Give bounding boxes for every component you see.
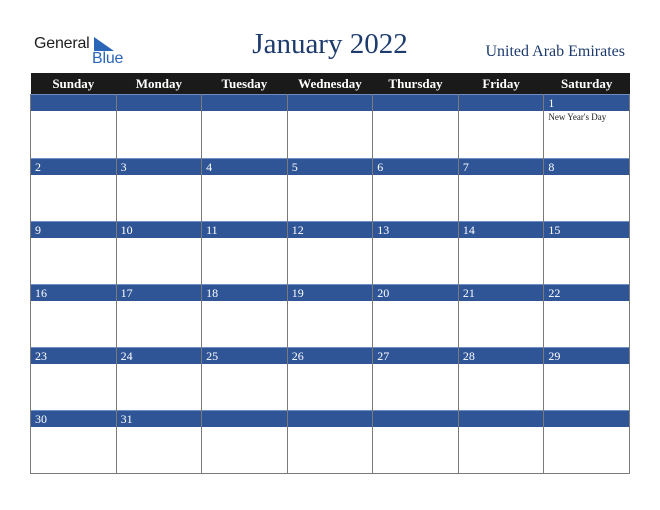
calendar-grid (30, 73, 630, 474)
day-cell-body (117, 427, 202, 473)
day-cell (373, 94, 459, 158)
week-row (31, 347, 630, 410)
day-number: 19 (288, 284, 373, 301)
day-cell (202, 284, 288, 347)
day-cell (116, 94, 202, 158)
day-number: 27 (373, 347, 458, 364)
day-cell-body (459, 175, 544, 221)
day-cell (373, 221, 459, 284)
day-number: 12 (288, 221, 373, 238)
week-row (31, 284, 630, 347)
day-cell-body (373, 238, 458, 284)
day-number: 30 (31, 410, 116, 427)
day-cell-body (117, 111, 202, 158)
day-cell-body (202, 175, 287, 221)
day-cell-body (288, 175, 373, 221)
day-cell-body (373, 175, 458, 221)
day-number: 23 (31, 347, 116, 364)
day-number (117, 94, 202, 111)
day-cell-body (31, 238, 116, 284)
day-cell (544, 410, 630, 474)
day-number (373, 410, 458, 427)
day-cell-body (117, 175, 202, 221)
day-cell (116, 221, 202, 284)
day-cell (116, 158, 202, 221)
day-cell-body (459, 111, 544, 158)
weekday-header: Monday (116, 73, 202, 94)
day-cell (373, 284, 459, 347)
day-number: 24 (117, 347, 202, 364)
day-cell (31, 94, 117, 158)
day-cell (202, 94, 288, 158)
day-cell-body (544, 364, 629, 410)
weekday-header: Sunday (31, 73, 117, 94)
day-number: 10 (117, 221, 202, 238)
day-number (202, 410, 287, 427)
day-cell-body (202, 301, 287, 347)
day-number: 4 (202, 158, 287, 175)
day-cell (31, 158, 117, 221)
day-cell (458, 284, 544, 347)
day-number: 1 (544, 94, 629, 111)
day-cell (287, 410, 373, 474)
day-number: 25 (202, 347, 287, 364)
week-row (31, 94, 630, 158)
day-number: 29 (544, 347, 629, 364)
calendar-title: January 2022 (252, 28, 408, 60)
day-cell (202, 158, 288, 221)
day-cell (287, 347, 373, 410)
day-cell-body (459, 364, 544, 410)
day-number: 7 (459, 158, 544, 175)
day-cell-body (373, 364, 458, 410)
day-number (202, 94, 287, 111)
day-number (459, 410, 544, 427)
day-number: 18 (202, 284, 287, 301)
day-cell-body (288, 364, 373, 410)
day-cell-body (117, 364, 202, 410)
weekday-header: Tuesday (202, 73, 288, 94)
day-number: 2 (31, 158, 116, 175)
day-cell (287, 94, 373, 158)
day-cell (202, 221, 288, 284)
day-cell-body (544, 238, 629, 284)
day-number: 26 (288, 347, 373, 364)
day-number (31, 94, 116, 111)
day-cell-body (202, 364, 287, 410)
holiday-label: New Year's Day (548, 112, 607, 122)
day-cell (458, 94, 544, 158)
day-cell-body (459, 238, 544, 284)
day-cell-body (373, 111, 458, 158)
day-cell (287, 284, 373, 347)
logo-text-blue: Blue (92, 50, 124, 67)
day-cell (31, 284, 117, 347)
day-number (288, 94, 373, 111)
day-cell (458, 410, 544, 474)
day-cell-body (544, 301, 629, 347)
day-cell (373, 410, 459, 474)
weekday-header: Thursday (373, 73, 459, 94)
day-number: 22 (544, 284, 629, 301)
weekday-header-row (31, 73, 630, 94)
day-cell-body (31, 111, 116, 158)
day-number (288, 410, 373, 427)
day-cell (544, 347, 630, 410)
country-label: United Arab Emirates (485, 43, 625, 60)
day-number: 8 (544, 158, 629, 175)
day-cell (202, 410, 288, 474)
day-cell (116, 284, 202, 347)
day-cell-body (202, 238, 287, 284)
day-cell-body (288, 427, 373, 473)
weekday-header: Wednesday (287, 73, 373, 94)
day-cell-body (202, 427, 287, 473)
day-cell-body (31, 301, 116, 347)
day-number: 9 (31, 221, 116, 238)
day-cell-body (31, 364, 116, 410)
day-cell (458, 221, 544, 284)
day-cell (373, 158, 459, 221)
day-number: 31 (117, 410, 202, 427)
day-cell (202, 347, 288, 410)
day-cell (31, 410, 117, 474)
day-cell (544, 158, 630, 221)
day-cell (544, 94, 630, 158)
day-number (459, 94, 544, 111)
day-cell (116, 347, 202, 410)
day-cell (458, 158, 544, 221)
day-cell-body (459, 301, 544, 347)
day-number: 17 (117, 284, 202, 301)
day-number (544, 410, 629, 427)
day-cell-body (31, 427, 116, 473)
day-cell (458, 347, 544, 410)
day-number: 3 (117, 158, 202, 175)
day-cell (287, 158, 373, 221)
day-number: 14 (459, 221, 544, 238)
day-cell-body (373, 427, 458, 473)
day-cell-body (373, 301, 458, 347)
day-number: 11 (202, 221, 287, 238)
day-number (373, 94, 458, 111)
day-number: 13 (373, 221, 458, 238)
day-number: 15 (544, 221, 629, 238)
day-cell-body (544, 427, 629, 473)
day-cell (31, 347, 117, 410)
day-number: 5 (288, 158, 373, 175)
day-cell-body (117, 301, 202, 347)
logo-text-general: General (34, 35, 90, 52)
day-cell (31, 221, 117, 284)
day-cell (544, 221, 630, 284)
day-number: 28 (459, 347, 544, 364)
day-number: 20 (373, 284, 458, 301)
week-row (31, 410, 630, 474)
day-number: 6 (373, 158, 458, 175)
week-row (31, 221, 630, 284)
day-cell-body (31, 175, 116, 221)
day-cell (373, 347, 459, 410)
weekday-header: Friday (458, 73, 544, 94)
day-cell-body (544, 111, 629, 158)
weekday-header: Saturday (544, 73, 630, 94)
day-cell-body (202, 111, 287, 158)
day-cell (544, 284, 630, 347)
day-cell-body (288, 238, 373, 284)
day-cell (116, 410, 202, 474)
day-number: 21 (459, 284, 544, 301)
day-cell-body (544, 175, 629, 221)
day-number: 16 (31, 284, 116, 301)
day-cell-body (288, 301, 373, 347)
day-cell (287, 221, 373, 284)
day-cell-body (459, 427, 544, 473)
week-row (31, 158, 630, 221)
day-cell-body (117, 238, 202, 284)
day-cell-body (288, 111, 373, 158)
